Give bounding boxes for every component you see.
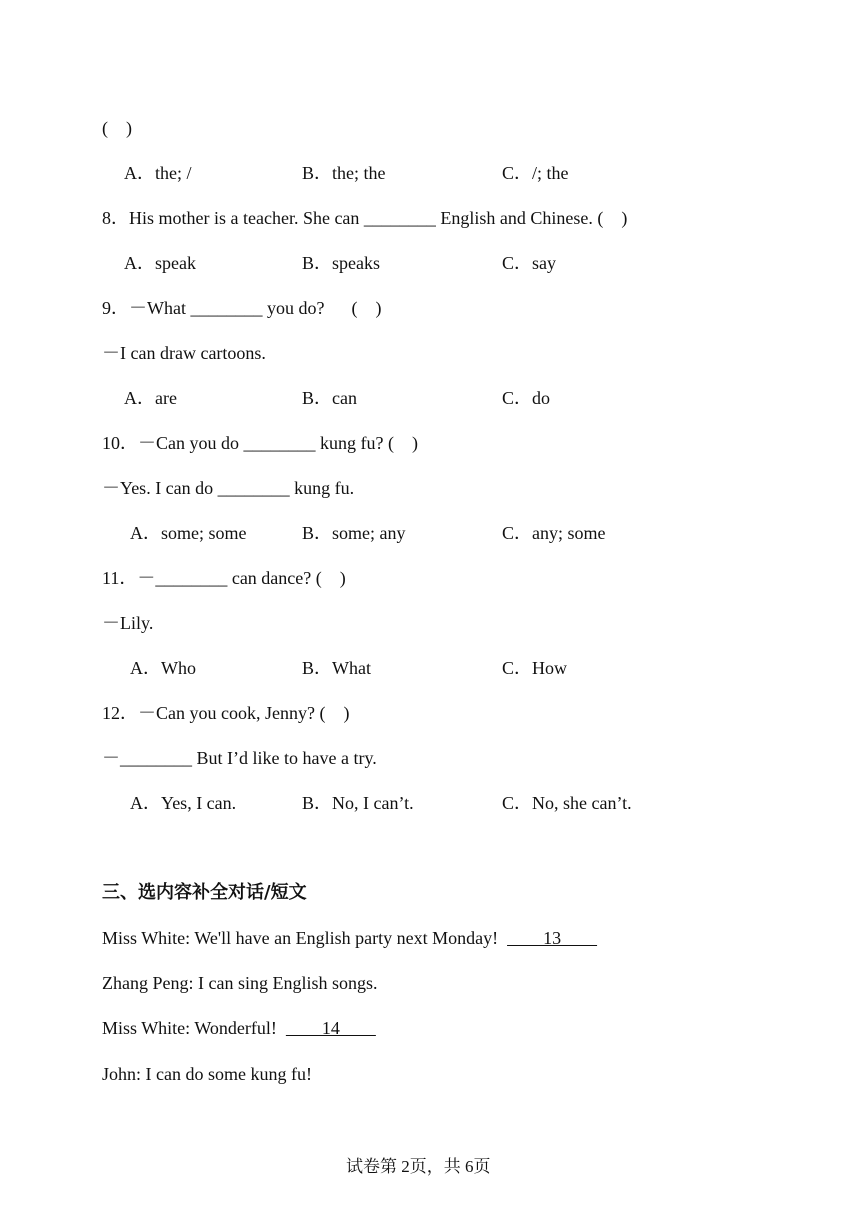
question-11-option-b[interactable]: B．What — [302, 658, 371, 678]
question-11-answer-line: －Lily. — [102, 613, 154, 633]
question-10-option-c[interactable]: C．any; some — [502, 523, 606, 543]
question-8-option-c[interactable]: C．say — [502, 253, 556, 273]
question-10-answer-line: －Yes. I can do ________ kung fu. — [102, 478, 355, 498]
question-10-option-b[interactable]: B．some; any — [302, 523, 406, 543]
question-11-option-c[interactable]: C．How — [502, 658, 568, 678]
question-12-text: 12．－Can you cook, Jenny? ( ) — [102, 703, 350, 723]
dialog-line-miss-white-2 — [102, 1017, 376, 1039]
question-9-answer-line: －I can draw cartoons. — [102, 343, 266, 363]
question-9-option-b[interactable]: B．can — [302, 388, 357, 408]
question-11-text: 11．－________ can dance? ( ) — [102, 568, 346, 588]
question-12-option-b[interactable]: B．No, I can’t. — [302, 793, 414, 813]
question-9-option-a[interactable]: A．are — [124, 388, 177, 408]
question-8-option-a[interactable]: A．speak — [124, 253, 196, 273]
dialog-text: Miss White: We'll have an English party next Monday! — [102, 928, 508, 948]
question-11-option-a[interactable]: A．Who — [130, 658, 196, 678]
question-8-option-b[interactable]: B．speaks — [302, 253, 380, 273]
dialog-text: Miss White: Wonderful! — [102, 1018, 286, 1038]
page-footer: 试卷第 2页，共 6页 — [346, 1157, 491, 1176]
question-7-option-a[interactable]: A．the; / — [124, 163, 192, 183]
question-10-option-a[interactable]: A．some; some — [130, 523, 247, 543]
question-8-text: 8．His mother is a teacher. She can ________ English and Chinese. ( ) — [102, 208, 628, 228]
question-9-option-c[interactable]: C．do — [502, 388, 551, 408]
question-12-option-a[interactable]: A．Yes, I can. — [130, 793, 237, 813]
question-12-option-c[interactable]: C．No, she can’t. — [502, 793, 632, 813]
question-10-text: 10．－Can you do ________ kung fu? ( ) — [102, 433, 418, 453]
question-7-option-c[interactable]: C．/; the — [502, 163, 569, 183]
dialog-line-john: John: I can do some kung fu! — [102, 1064, 312, 1084]
blank-13[interactable]: 13 — [507, 928, 598, 948]
question-12-answer-line: －________ But I’d like to have a try. — [102, 748, 377, 768]
question-7-option-b[interactable]: B．the; the — [302, 163, 386, 183]
blank-14[interactable]: 14 — [285, 1018, 376, 1038]
question-7-answer-bracket: ( ) — [102, 118, 132, 138]
dialog-line-zhang-peng: Zhang Peng: I can sing English songs. — [102, 973, 378, 993]
dialog-line-miss-white-1 — [102, 927, 597, 949]
section-three-heading: 三、选内容补全对话/短文 — [102, 882, 307, 903]
question-9-text: 9．－What ________ you do? ( ) — [102, 298, 382, 318]
